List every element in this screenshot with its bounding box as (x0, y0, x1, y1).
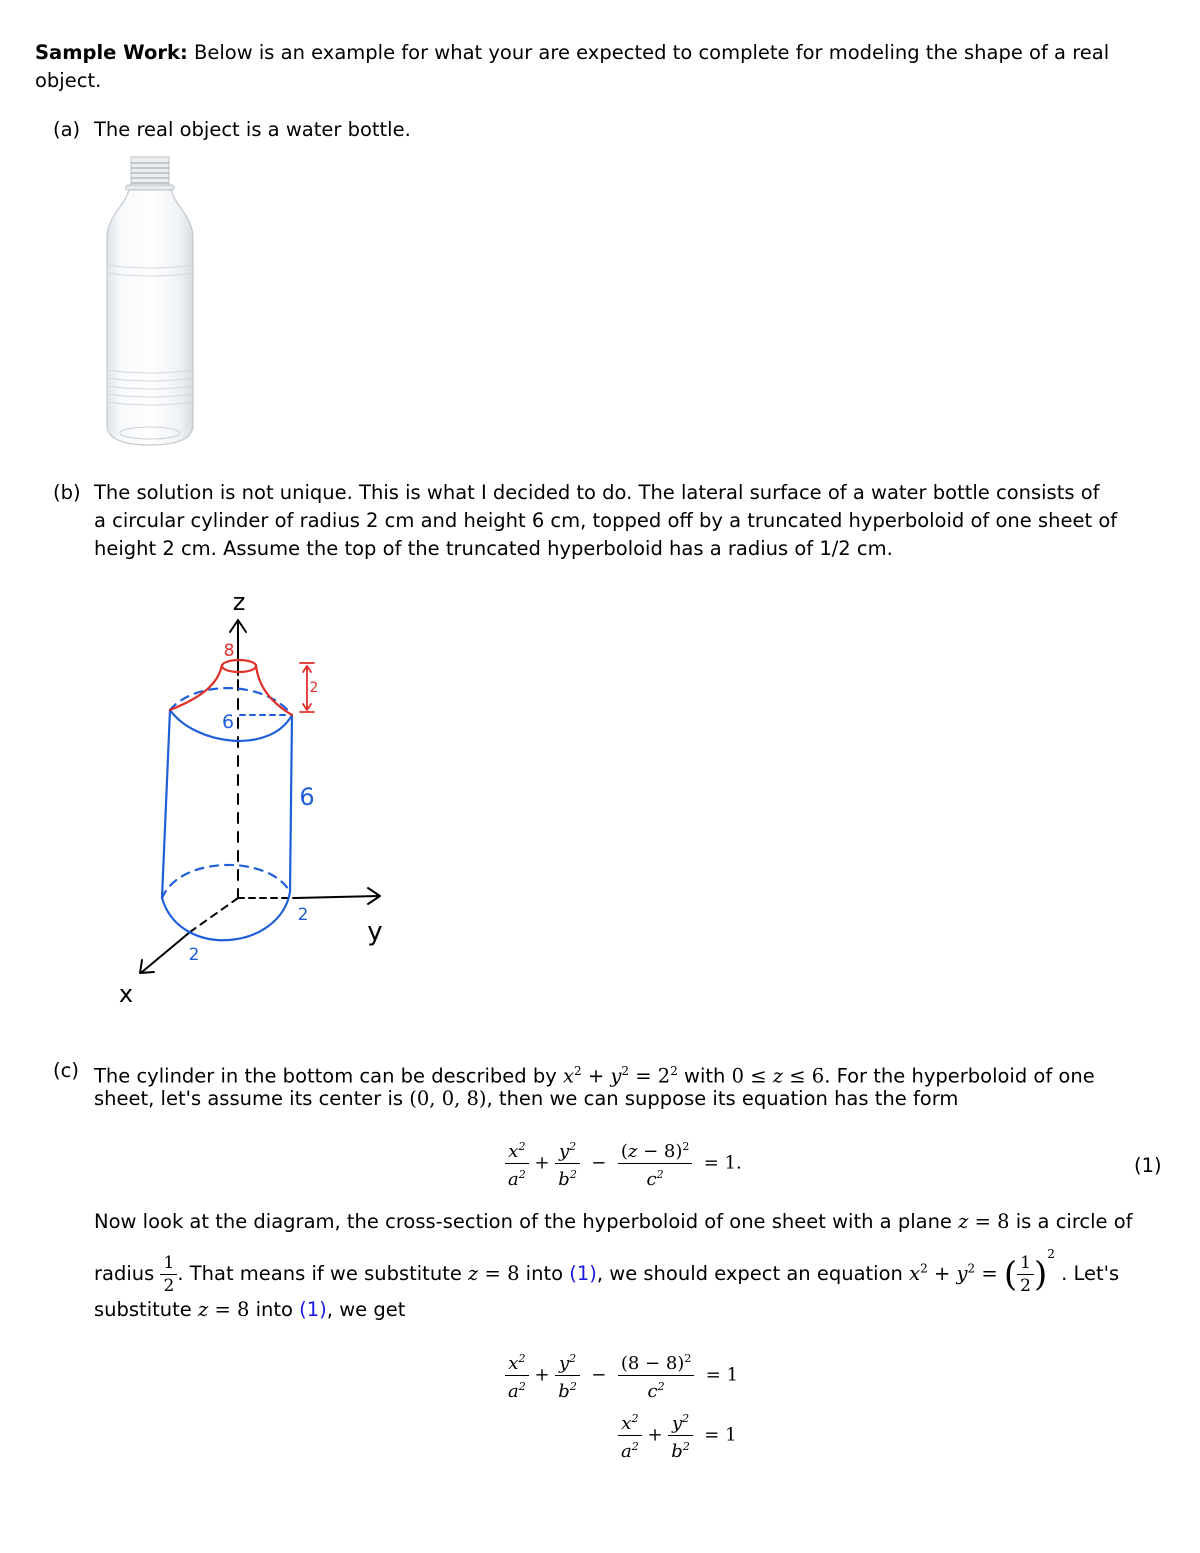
x-axis-label: x (118, 980, 134, 1008)
x-axis-dashed (190, 898, 238, 932)
z-axis-label: z (232, 588, 246, 616)
part-c-label: (c) (53, 1059, 79, 1082)
part-c-para3-text-c: , we get (326, 1298, 406, 1321)
part-a-label: (a) (53, 118, 81, 141)
intro-line2: object. (35, 69, 102, 92)
part-c-para3-text-a: substitute (94, 1298, 192, 1321)
water-bottle-photo (95, 155, 205, 450)
part-c-line1: The cylinder in the bottom can be described by $x^2 + y^2 = 2^2$ with 0 ≤ z ≤ 6. For the hyperboloid of one (94, 1064, 1095, 1088)
radius-word: radius (94, 1262, 155, 1285)
label-6-top: 6 (221, 711, 235, 733)
part-c-text-1a: The cylinder in the bottom can be described by (94, 1064, 557, 1088)
part-c-text-1b: with (684, 1064, 726, 1088)
equation-ref-1[interactable]: (1) (569, 1262, 597, 1285)
intro-heading: Sample Work: (35, 41, 188, 64)
equation-substituted-2: $\frac{x^2}{a^2}$ + $\frac{y^2}{b^2}$ = 1 (618, 1408, 737, 1463)
part-c-para2-text-2d: . Let's (1061, 1262, 1120, 1285)
part-b-label: (b) (53, 481, 81, 504)
part-b-line1: The solution is not unique. This is what I decided to do. The lateral surface of a water bottle consists of (94, 481, 1100, 504)
part-a-text: The real object is a water bottle. (94, 118, 411, 141)
label-6-side: 6 (299, 783, 315, 811)
part-c-para3-text-b: into (255, 1298, 293, 1321)
x-axis (142, 932, 190, 972)
part-c-text-2b: , then we can suppose its equation has the form (486, 1087, 959, 1110)
y-axis-label: y (367, 917, 383, 947)
part-b-line3: height 2 cm. Assume the top of the truncated hyperboloid has a radius of 1/2 cm. (94, 537, 893, 560)
part-c-para2-text-1: Now look at the diagram, the cross-section of the hyperboloid of one sheet with a plane (94, 1210, 952, 1233)
part-c-para2-text-2b: into (525, 1262, 564, 1285)
part-c-para2-line2: radius $\frac{1}{2}$ . That means if we substitute z = 8 into (1), we should expect an equation $x^2 + y^2$ = ( $\frac{1}{2}$ )$^2$ . Let's (94, 1247, 1120, 1296)
part-c-para2-text-2a: That means if we substitute (189, 1262, 462, 1285)
part-c-text-2a: sheet, let's assume its center is (94, 1087, 404, 1110)
part-b-line2: a circular cylinder of radius 2 cm and height 6 cm, topped off by a truncated hyperboloid of one sheet of (94, 509, 1118, 532)
part-c-text-1c: For the hyperboloid of one (836, 1064, 1095, 1088)
label-2-x: 2 (188, 945, 200, 965)
label-8: 8 (223, 641, 235, 661)
y-axis (295, 896, 378, 898)
intro-text: Below is an example for what your are expected to complete for modeling the shape of a real (193, 41, 1110, 64)
part-c-line2: sheet, let's assume its center is (0, 0, 8), then we can suppose its equation has the form (94, 1087, 959, 1110)
equation-ref-2[interactable]: (1) (299, 1298, 327, 1321)
equation-number: (1) (1134, 1154, 1162, 1177)
equation-1: $\frac{x^2}{a^2}$ + $\frac{y^2}{b^2}$ − $\frac{(z - 8)^2}{c^2}$ = 1. (505, 1136, 742, 1191)
part-c-para2-line1: Now look at the diagram, the cross-section of the hyperboloid of one sheet with a plane z = 8 is a circle of (94, 1210, 1133, 1233)
part-c-para3: substitute z = 8 into (1), we get (94, 1298, 406, 1321)
intro-line1 (35, 39, 1109, 67)
label-2-height: 2 (309, 680, 319, 696)
label-2-y: 2 (297, 905, 309, 925)
part-c-para2-text-2c: , we should expect an equation (596, 1262, 903, 1285)
bottle-sketch-diagram (100, 580, 400, 1010)
part-c-para2-text-1b: is a circle of (1015, 1210, 1133, 1233)
equation-substituted-1: $\frac{x^2}{a^2}$ + $\frac{y^2}{b^2}$ − $\frac{(8 - 8)^2}{c^2}$ = 1 (505, 1348, 738, 1403)
